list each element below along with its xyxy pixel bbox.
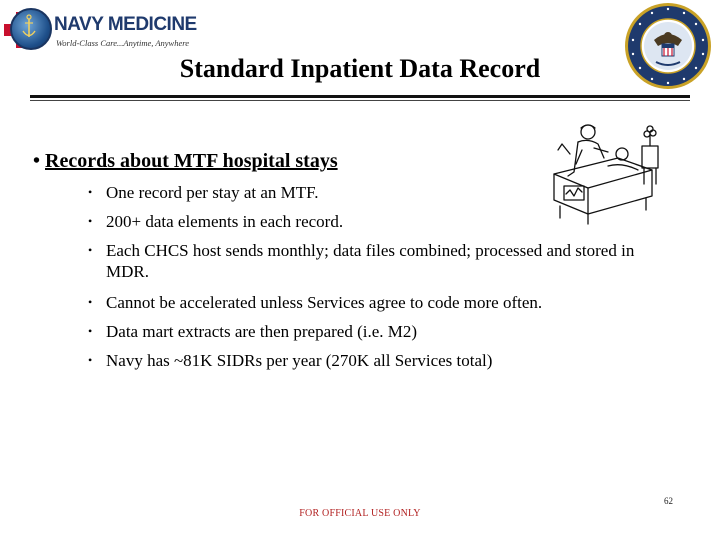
navy-medicine-logo — [4, 4, 197, 54]
anchor-icon — [22, 14, 36, 40]
sub-bullet-text: Cannot be accelerated unless Services agree to code more often. — [106, 293, 543, 312]
slide-title: Standard Inpatient Data Record — [179, 54, 541, 83]
bullet-icon: • — [33, 150, 41, 172]
logo-tagline: World-Class Care...Anytime, Anywhere — [56, 38, 189, 48]
title-divider — [30, 95, 690, 98]
title-divider-thin — [30, 100, 690, 101]
bullet-icon: • — [88, 243, 93, 257]
hospital-bed-clipart-icon — [548, 114, 666, 226]
sub-bullet-text: One record per stay at an MTF. — [106, 183, 319, 202]
bullet-icon: • — [88, 353, 93, 367]
list-item — [88, 321, 658, 342]
main-bullet — [33, 150, 338, 173]
sub-bullet-text: 200+ data elements in each record. — [106, 212, 344, 231]
logo-title: NAVY MEDICINE — [54, 14, 197, 35]
bullet-icon: • — [88, 324, 93, 338]
bullet-icon: • — [88, 295, 93, 309]
footer-classification: FOR OFFICIAL USE ONLY — [299, 508, 421, 519]
list-item — [88, 240, 658, 282]
sub-bullet-text: Data mart extracts are then prepared (i.e. M2) — [106, 322, 418, 341]
page-number: 62 — [664, 496, 673, 506]
sub-bullet-text: Each CHCS host sends monthly; data files combined; processed and stored in MDR. — [106, 241, 635, 281]
list-item — [88, 350, 658, 371]
sub-bullet-text: Navy has ~81K SIDRs per year (270K all Services total) — [106, 351, 493, 370]
main-bullet-text: Records about MTF hospital stays — [45, 150, 338, 172]
list-item — [88, 292, 658, 313]
bullet-icon: • — [88, 214, 93, 228]
bullet-icon: • — [88, 185, 93, 199]
